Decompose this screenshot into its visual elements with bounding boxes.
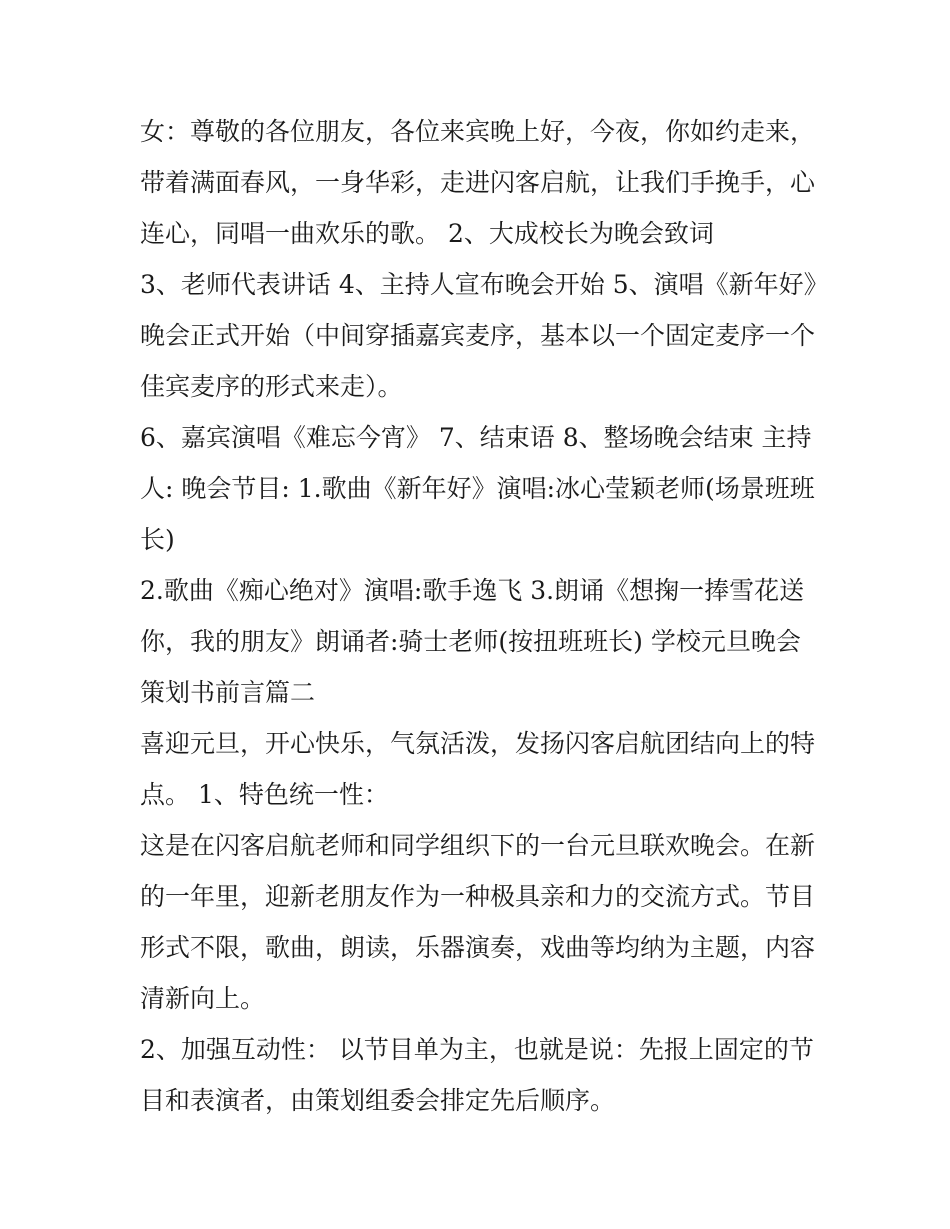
paragraph-1: 女：尊敬的各位朋友，各位来宾晚上好，今夜，你如约走来，带着满面春风，一身华彩，走进闪客启航，让我们手挽手，心连心，同唱一曲欢乐的歌。 2、大成校长为晚会致词 — [140, 117, 816, 248]
paragraph-7: 2、加强互动性： 以节目单为主，也就是说：先报上固定的节目和表演者，由策划组委会排定先后顺序。 — [140, 1035, 814, 1115]
paragraph-2: 3、老师代表讲话 4、主持人宣布晚会开始 5、演唱《新年好》晚会正式开始（中间穿插嘉宾麦序，基本以一个固定麦序一个佳宾麦序的形式来走）。 — [140, 270, 817, 401]
paragraph-4: 2.歌曲《痴心绝对》演唱:歌手逸飞 3.朗诵《想掬一捧雪花送你，我的朋友》朗诵者:骑士老师(按扭班班长) 学校元旦晚会策划书前言篇二 — [140, 576, 805, 707]
document-body — [140, 106, 820, 1126]
paragraph-3: 6、嘉宾演唱《难忘今宵》 7、结束语 8、整场晚会结束 主持人: 晚会节目: 1.歌曲《新年好》演唱:冰心莹颖老师(场景班班长) — [140, 423, 815, 554]
paragraph-6: 这是在闪客启航老师和同学组织下的一台元旦联欢晚会。在新的一年里，迎新老朋友作为一种极具亲和力的交流方式。节目形式不限，歌曲，朗读，乐器演奏，戏曲等均纳为主题，内容清新向上。 — [140, 831, 816, 1013]
paragraph-5: 喜迎元旦，开心快乐，气氛活泼，发扬闪客启航团结向上的特点。 1、特色统一性： — [140, 729, 816, 809]
